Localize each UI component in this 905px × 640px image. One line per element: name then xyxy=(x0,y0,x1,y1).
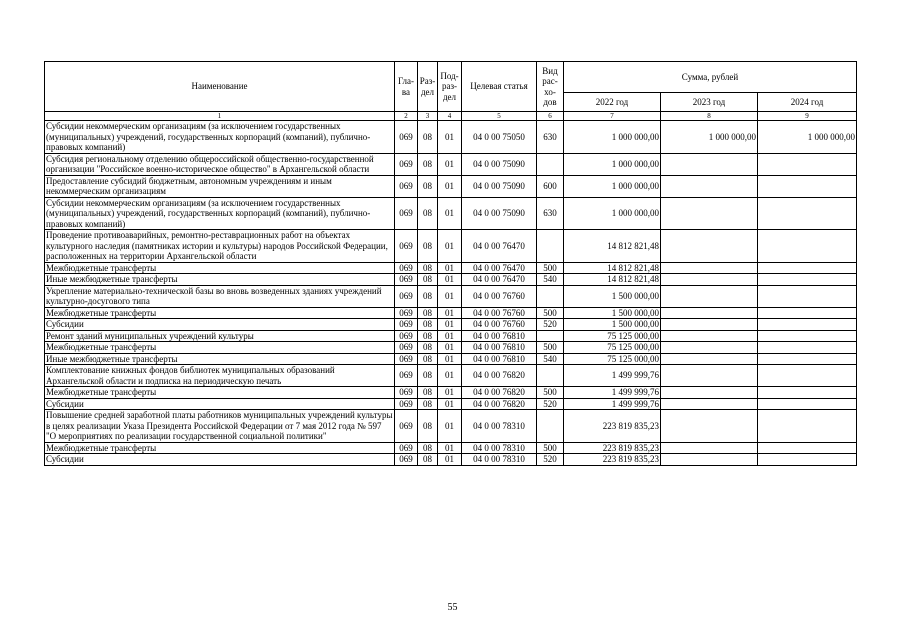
row-name: Ремонт зданий муниципальных учреждений культуры xyxy=(45,330,395,342)
row-razdel: 08 xyxy=(418,307,438,319)
row-podrazdel: 01 xyxy=(438,342,462,354)
row-sum-2023 xyxy=(661,197,758,230)
column-number: 2 xyxy=(395,112,418,121)
row-podrazdel: 01 xyxy=(438,175,462,197)
row-glava: 069 xyxy=(395,274,418,286)
row-podrazdel: 01 xyxy=(438,262,462,274)
row-glava: 069 xyxy=(395,342,418,354)
header-razdel: Раз-дел xyxy=(418,62,438,112)
row-sum-2023 xyxy=(661,262,758,274)
row-sum-2022: 1 500 000,00 xyxy=(564,285,661,307)
table-row xyxy=(45,365,857,387)
row-glava: 069 xyxy=(395,398,418,410)
page-number: 55 xyxy=(447,602,458,613)
row-sum-2022: 1 499 999,76 xyxy=(564,365,661,387)
row-razdel: 08 xyxy=(418,230,438,263)
row-glava: 069 xyxy=(395,410,418,443)
header-glava: Гла-ва xyxy=(395,62,418,112)
row-sum-2024 xyxy=(758,197,857,230)
row-name: Предоставление субсидий бюджетным, автономным учреждениям и иным некоммерческим организациям xyxy=(45,175,395,197)
row-vid-raskhodov: 500 xyxy=(537,442,564,454)
row-razdel: 08 xyxy=(418,353,438,365)
row-podrazdel: 01 xyxy=(438,307,462,319)
row-sum-2024 xyxy=(758,442,857,454)
row-name: Межбюджетные трансферты xyxy=(45,387,395,399)
table-row xyxy=(45,197,857,230)
header-year-2023: 2023 год xyxy=(661,93,758,112)
row-name: Укрепление материально-технической базы во вновь возведенных зданиях учреждений культурно-досугового типа xyxy=(45,285,395,307)
row-name: Субсидии некоммерческим организациям (за исключением государственных (муниципальных) учреждений, государственных корпораций (компаний), публично-правовых компаний) xyxy=(45,121,395,154)
row-sum-2023 xyxy=(661,398,758,410)
row-glava: 069 xyxy=(395,454,418,466)
row-razdel: 08 xyxy=(418,442,438,454)
table-row xyxy=(45,398,857,410)
row-sum-2023: 1 000 000,00 xyxy=(661,121,758,154)
row-sum-2024 xyxy=(758,175,857,197)
row-sum-2024 xyxy=(758,330,857,342)
row-vid-raskhodov: 500 xyxy=(537,342,564,354)
row-sum-2024 xyxy=(758,319,857,331)
table-row xyxy=(45,319,857,331)
table-row xyxy=(45,175,857,197)
row-celevaya-statya: 04 0 00 76820 xyxy=(462,398,537,410)
row-celevaya-statya: 04 0 00 76760 xyxy=(462,285,537,307)
row-razdel: 08 xyxy=(418,274,438,286)
table-row xyxy=(45,153,857,175)
row-celevaya-statya: 04 0 00 75090 xyxy=(462,197,537,230)
table-row xyxy=(45,353,857,365)
row-sum-2023 xyxy=(661,454,758,466)
row-sum-2022: 1 000 000,00 xyxy=(564,197,661,230)
row-glava: 069 xyxy=(395,153,418,175)
row-sum-2024 xyxy=(758,307,857,319)
row-sum-2024 xyxy=(758,398,857,410)
row-podrazdel: 01 xyxy=(438,319,462,331)
row-razdel: 08 xyxy=(418,398,438,410)
row-sum-2024 xyxy=(758,387,857,399)
row-sum-2023 xyxy=(661,365,758,387)
row-razdel: 08 xyxy=(418,454,438,466)
row-sum-2022: 1 499 999,76 xyxy=(564,387,661,399)
row-celevaya-statya: 04 0 00 76820 xyxy=(462,365,537,387)
row-celevaya-statya: 04 0 00 78310 xyxy=(462,410,537,443)
table-row xyxy=(45,307,857,319)
header-name: Наименование xyxy=(45,62,395,112)
row-razdel: 08 xyxy=(418,262,438,274)
column-number: 4 xyxy=(438,112,462,121)
row-celevaya-statya: 04 0 00 76810 xyxy=(462,330,537,342)
row-glava: 069 xyxy=(395,197,418,230)
row-sum-2023 xyxy=(661,353,758,365)
row-razdel: 08 xyxy=(418,197,438,230)
table-row xyxy=(45,410,857,443)
row-celevaya-statya: 04 0 00 78310 xyxy=(462,454,537,466)
row-sum-2022: 14 812 821,48 xyxy=(564,262,661,274)
row-podrazdel: 01 xyxy=(438,454,462,466)
row-sum-2022: 1 000 000,00 xyxy=(564,175,661,197)
row-sum-2024 xyxy=(758,365,857,387)
row-podrazdel: 01 xyxy=(438,442,462,454)
column-number: 3 xyxy=(418,112,438,121)
row-name: Проведение противоаварийных, ремонтно-реставрационных работ на объектах культурного наследия (памятниках истории и культуры) народов Российской Федерации, расположенных на территории Архангельской области xyxy=(45,230,395,263)
row-celevaya-statya: 04 0 00 76470 xyxy=(462,274,537,286)
row-sum-2024 xyxy=(758,262,857,274)
row-razdel: 08 xyxy=(418,121,438,154)
row-vid-raskhodov: 520 xyxy=(537,319,564,331)
column-number: 8 xyxy=(661,112,758,121)
table-row xyxy=(45,342,857,354)
row-vid-raskhodov: 630 xyxy=(537,197,564,230)
row-glava: 069 xyxy=(395,442,418,454)
row-celevaya-statya: 04 0 00 76760 xyxy=(462,307,537,319)
row-sum-2023 xyxy=(661,442,758,454)
row-sum-2023 xyxy=(661,319,758,331)
row-name: Иные межбюджетные трансферты xyxy=(45,353,395,365)
row-name: Субсидии xyxy=(45,319,395,331)
row-sum-2022: 1 000 000,00 xyxy=(564,121,661,154)
column-number: 9 xyxy=(758,112,857,121)
row-name: Иные межбюджетные трансферты xyxy=(45,274,395,286)
row-glava: 069 xyxy=(395,387,418,399)
row-vid-raskhodov xyxy=(537,330,564,342)
row-glava: 069 xyxy=(395,330,418,342)
row-sum-2024 xyxy=(758,410,857,443)
row-sum-2022: 75 125 000,00 xyxy=(564,353,661,365)
row-sum-2023 xyxy=(661,330,758,342)
row-podrazdel: 01 xyxy=(438,121,462,154)
row-sum-2022: 223 819 835,23 xyxy=(564,442,661,454)
row-vid-raskhodov: 500 xyxy=(537,387,564,399)
row-vid-raskhodov: 540 xyxy=(537,353,564,365)
row-sum-2023 xyxy=(661,342,758,354)
column-number: 6 xyxy=(537,112,564,121)
row-vid-raskhodov xyxy=(537,230,564,263)
column-number: 5 xyxy=(462,112,537,121)
row-vid-raskhodov: 630 xyxy=(537,121,564,154)
row-glava: 069 xyxy=(395,262,418,274)
row-sum-2023 xyxy=(661,410,758,443)
row-podrazdel: 01 xyxy=(438,153,462,175)
row-razdel: 08 xyxy=(418,153,438,175)
row-sum-2022: 1 500 000,00 xyxy=(564,319,661,331)
row-razdel: 08 xyxy=(418,342,438,354)
header-year-2022: 2022 год xyxy=(564,93,661,112)
row-razdel: 08 xyxy=(418,175,438,197)
row-sum-2023 xyxy=(661,274,758,286)
row-razdel: 08 xyxy=(418,285,438,307)
row-vid-raskhodov: 600 xyxy=(537,175,564,197)
row-sum-2022: 1 499 999,76 xyxy=(564,398,661,410)
budget-table xyxy=(44,61,857,466)
row-glava: 069 xyxy=(395,319,418,331)
row-podrazdel: 01 xyxy=(438,285,462,307)
table-row xyxy=(45,285,857,307)
row-sum-2023 xyxy=(661,307,758,319)
table-row xyxy=(45,387,857,399)
row-glava: 069 xyxy=(395,175,418,197)
row-podrazdel: 01 xyxy=(438,197,462,230)
row-sum-2022: 223 819 835,23 xyxy=(564,454,661,466)
row-glava: 069 xyxy=(395,121,418,154)
table-row xyxy=(45,454,857,466)
table-row xyxy=(45,121,857,154)
row-sum-2024: 1 000 000,00 xyxy=(758,121,857,154)
row-sum-2022: 14 812 821,48 xyxy=(564,274,661,286)
row-podrazdel: 01 xyxy=(438,230,462,263)
row-celevaya-statya: 04 0 00 76810 xyxy=(462,342,537,354)
table-row xyxy=(45,442,857,454)
row-name: Комплектование книжных фондов библиотек муниципальных образований Архангельской области и подписка на периодическую печать xyxy=(45,365,395,387)
header-podrazdel: Под-раз-дел xyxy=(438,62,462,112)
row-name: Межбюджетные трансферты xyxy=(45,262,395,274)
row-sum-2022: 75 125 000,00 xyxy=(564,330,661,342)
row-glava: 069 xyxy=(395,353,418,365)
row-sum-2024 xyxy=(758,353,857,365)
row-vid-raskhodov: 500 xyxy=(537,262,564,274)
row-vid-raskhodov: 540 xyxy=(537,274,564,286)
row-sum-2022: 223 819 835,23 xyxy=(564,410,661,443)
table-row xyxy=(45,230,857,263)
row-glava: 069 xyxy=(395,230,418,263)
row-sum-2024 xyxy=(758,274,857,286)
row-celevaya-statya: 04 0 00 75090 xyxy=(462,153,537,175)
row-sum-2023 xyxy=(661,285,758,307)
row-celevaya-statya: 04 0 00 76760 xyxy=(462,319,537,331)
column-number-row xyxy=(45,112,857,121)
row-razdel: 08 xyxy=(418,387,438,399)
row-podrazdel: 01 xyxy=(438,398,462,410)
row-sum-2024 xyxy=(758,342,857,354)
row-vid-raskhodov: 520 xyxy=(537,398,564,410)
table-row xyxy=(45,274,857,286)
column-number: 7 xyxy=(564,112,661,121)
row-glava: 069 xyxy=(395,365,418,387)
row-sum-2023 xyxy=(661,230,758,263)
row-name: Субсидии xyxy=(45,454,395,466)
row-vid-raskhodov xyxy=(537,410,564,443)
row-name: Повышение средней заработной платы работников муниципальных учреждений культуры в целях реализации Указа Президента Российской Федерации от 7 мая 2012 года № 597 "О мероприятиях по реализации государственной социальной политики" xyxy=(46,410,393,441)
header-summa: Сумма, рублей xyxy=(564,62,857,93)
row-razdel: 08 xyxy=(418,410,438,443)
row-sum-2024 xyxy=(758,285,857,307)
row-name: Межбюджетные трансферты xyxy=(45,307,395,319)
row-name: Межбюджетные трансферты xyxy=(45,442,395,454)
row-name: Субсидии xyxy=(45,398,395,410)
row-sum-2024 xyxy=(758,454,857,466)
row-podrazdel: 01 xyxy=(438,330,462,342)
row-sum-2023 xyxy=(661,153,758,175)
row-vid-raskhodov xyxy=(537,285,564,307)
row-vid-raskhodov xyxy=(537,153,564,175)
row-razdel: 08 xyxy=(418,365,438,387)
row-glava: 069 xyxy=(395,285,418,307)
column-number: 1 xyxy=(45,112,395,121)
row-name: Субсидии некоммерческим организациям (за исключением государственных (муниципальных) учреждений, государственных корпораций (компаний), публично-правовых компаний) xyxy=(45,197,395,230)
header-year-2024: 2024 год xyxy=(758,93,857,112)
row-vid-raskhodov: 520 xyxy=(537,454,564,466)
row-celevaya-statya: 04 0 00 76810 xyxy=(462,353,537,365)
row-podrazdel: 01 xyxy=(438,274,462,286)
row-razdel: 08 xyxy=(418,319,438,331)
row-celevaya-statya: 04 0 00 76470 xyxy=(462,230,537,263)
row-sum-2024 xyxy=(758,230,857,263)
row-podrazdel: 01 xyxy=(438,387,462,399)
row-name: Межбюджетные трансферты xyxy=(45,342,395,354)
header-vid-raskhodov: Вид рас-хо-дов xyxy=(537,62,564,112)
row-sum-2023 xyxy=(661,387,758,399)
row-celevaya-statya: 04 0 00 75050 xyxy=(462,121,537,154)
row-glava: 069 xyxy=(395,307,418,319)
table-row xyxy=(45,330,857,342)
row-celevaya-statya: 04 0 00 78310 xyxy=(462,442,537,454)
row-sum-2022: 1 000 000,00 xyxy=(564,153,661,175)
row-vid-raskhodov xyxy=(537,365,564,387)
row-podrazdel: 01 xyxy=(438,365,462,387)
row-sum-2022: 14 812 821,48 xyxy=(564,230,661,263)
row-sum-2023 xyxy=(661,175,758,197)
row-razdel: 08 xyxy=(418,330,438,342)
row-celevaya-statya: 04 0 00 76470 xyxy=(462,262,537,274)
table-row xyxy=(45,262,857,274)
row-name: Субсидия региональному отделению общероссийской общественно-государственной организации "Российское военно-историческое общество" в Архангельской области xyxy=(45,153,395,175)
row-podrazdel: 01 xyxy=(438,353,462,365)
row-sum-2022: 75 125 000,00 xyxy=(564,342,661,354)
row-celevaya-statya: 04 0 00 76820 xyxy=(462,387,537,399)
row-sum-2024 xyxy=(758,153,857,175)
row-sum-2022: 1 500 000,00 xyxy=(564,307,661,319)
row-podrazdel: 01 xyxy=(438,410,462,443)
row-celevaya-statya: 04 0 00 75090 xyxy=(462,175,537,197)
header-celevaya-statya: Целевая статья xyxy=(462,62,537,112)
row-vid-raskhodov: 500 xyxy=(537,307,564,319)
